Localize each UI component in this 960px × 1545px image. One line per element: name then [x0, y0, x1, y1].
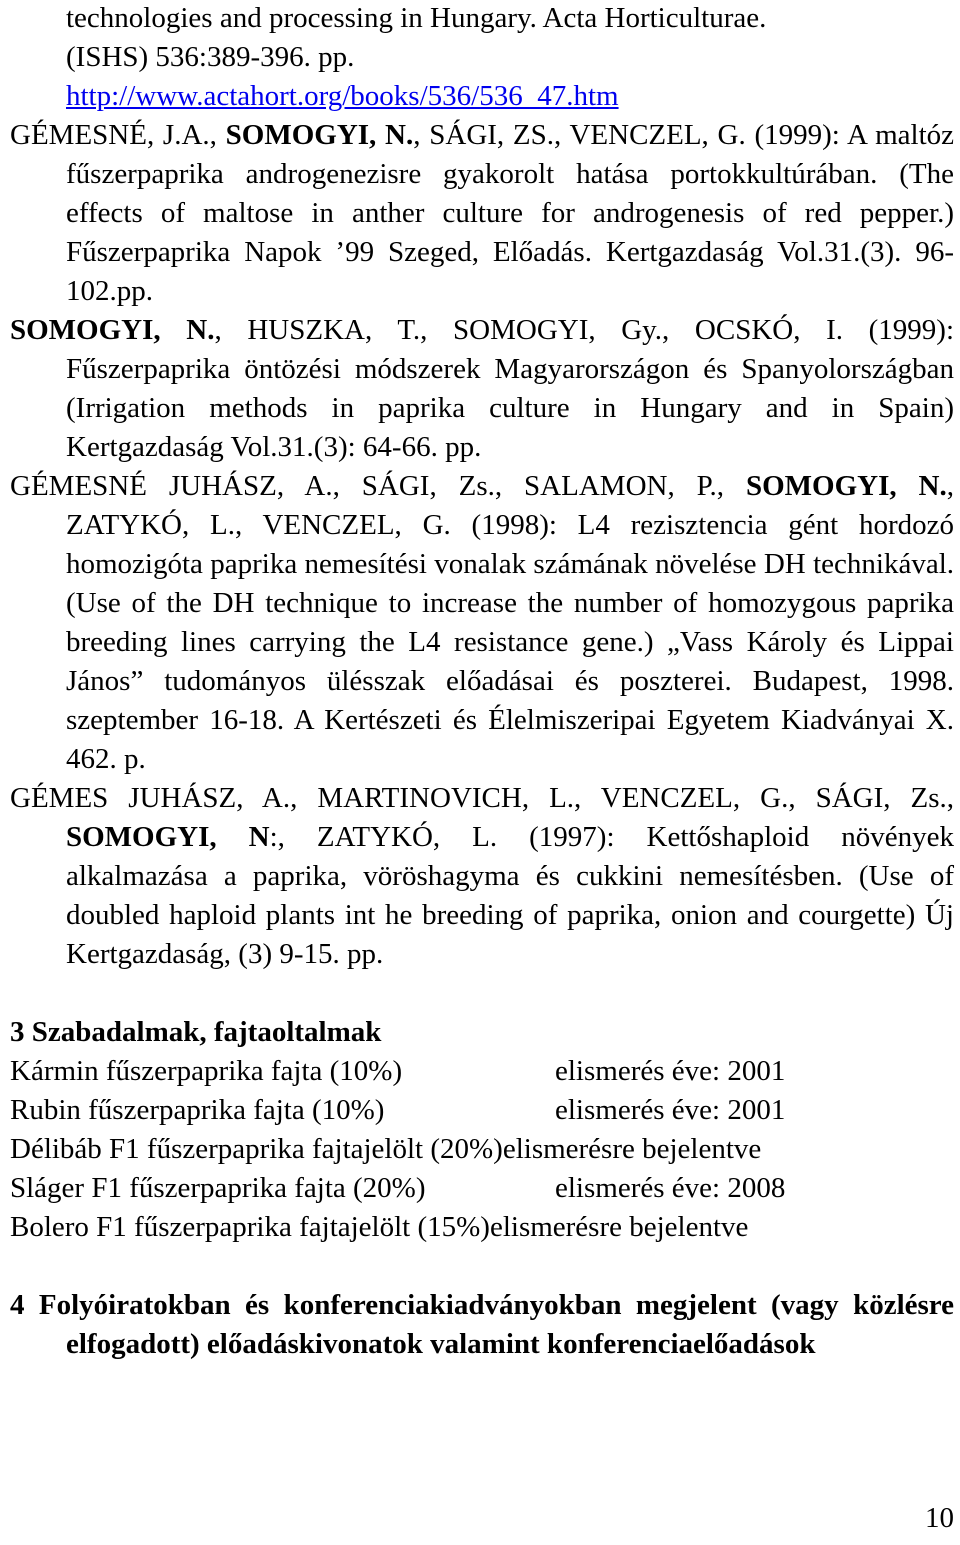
reference-authors: , ZATYKÓ, L., VENCZEL, G. — [66, 470, 955, 541]
reference-text: technologies and processing in Hungary. Acta Horticulturae. — [66, 2, 767, 34]
patent-name: Délibáb F1 fűszerpaprika fajtajelölt (20%) — [10, 1133, 503, 1165]
patent-row — [10, 1091, 954, 1130]
section-heading-patents: 3 Szabadalmak, fajtaoltalmak — [10, 1016, 382, 1048]
reference-authors: GÉMESNÉ JUHÁSZ, A., SÁGI, Zs., SALAMON, P., — [10, 470, 746, 502]
reference-authors: GÉMES JUHÁSZ, A., MARTINOVICH, L., VENCZEL, G., SÁGI, Zs., — [10, 782, 954, 814]
reference-entry — [10, 311, 954, 467]
reference-authors: :, ZATYKÓ, L. — [269, 821, 498, 853]
patent-status: elismerésre bejelentve — [502, 1133, 762, 1165]
patent-status: elismerés éve: 2001 — [555, 1094, 786, 1126]
reference-continuation — [10, 0, 954, 116]
patent-row — [10, 1130, 954, 1169]
highlighted-author: SOMOGYI, N — [66, 821, 270, 853]
reference-authors: , HUSZKA, T., SOMOGYI, Gy., OCSKÓ, I. — [214, 314, 844, 346]
reference-text: (1998): L4 rezisztencia gént hordozó homozigóta paprika nemesítési vonalak számának növelése DH technikával. (Use of the DH technique to increase the number of homozygous paprika breeding lines carrying the L4 resistance gene.) „Vass Károly és Lippai János” tudományos ülésszak előadásai és poszterei. Budapest, 1998. szeptember 16-18. A Kertészeti és Élelmiszeripai Egyetem Kiadványai X. 462. p. — [66, 509, 954, 775]
reference-text: (1999): Fűszerpaprika öntözési módszerek Magyarországon és Spanyolországban (Irrigation methods in paprika culture in Hungary and in Spain) Kertgazdaság Vol.31.(3): 64-66. pp. — [66, 314, 955, 463]
patent-row — [10, 1169, 954, 1208]
patent-name: Sláger F1 fűszerpaprika fajta (20%) — [10, 1172, 426, 1204]
reference-text: (1999): A maltóz fűszerpaprika androgenezisre gyakorolt hatása portokkultúrában. (The effects of maltose in anther culture for androgenesis of red pepper.) Fűszerpaprika Napok ’99 Szeged, Előadás. Kertgazdaság Vol.31.(3). 96-102.pp. — [66, 119, 955, 307]
page-number: 10 — [925, 1502, 954, 1534]
patent-name: Bolero F1 fűszerpaprika fajtajelölt (15%) — [10, 1211, 490, 1243]
reference-authors: , SÁGI, ZS., VENCZEL, G. — [413, 119, 746, 151]
patent-row — [10, 1052, 954, 1091]
patent-status: elismerésre bejelentve — [489, 1211, 749, 1243]
reference-text: (1997): Kettőshaploid növények alkalmazása a paprika, vöröshagyma és cukkini nemesítésben. (Use of doubled haploid plants int he breeding of paprika, onion and courgette) Új Kertgazdaság, (3) 9-15. pp. — [66, 821, 954, 970]
reference-entry — [10, 116, 954, 311]
highlighted-author: SOMOGYI, N. — [10, 314, 215, 346]
document-page — [10, 0, 954, 1364]
patent-status: elismerés éve: 2008 — [555, 1172, 786, 1204]
reference-entry — [10, 467, 954, 779]
highlighted-author: SOMOGYI, N. — [225, 119, 414, 151]
reference-entry — [10, 779, 954, 974]
patent-name: Rubin fűszerpaprika fajta (10%) — [10, 1094, 385, 1126]
reference-text: (ISHS) 536:389-396. pp. — [66, 41, 355, 73]
patent-name: Kármin fűszerpaprika fajta (10%) — [10, 1055, 403, 1087]
patent-row — [10, 1208, 954, 1247]
section-heading-conference-abstracts: 4 Folyóiratokban és konferenciakiadványokban megjelent (vagy közlésre elfogadott) előadáskivonatok valamint konferenciaelőadások — [10, 1289, 954, 1360]
reference-authors: GÉMESNÉ, J.A., — [10, 119, 226, 151]
reference-link[interactable]: http://www.actahort.org/books/536/536_47.htm — [66, 80, 619, 112]
highlighted-author: SOMOGYI, N. — [745, 470, 947, 502]
patent-status: elismerés éve: 2001 — [555, 1055, 786, 1087]
